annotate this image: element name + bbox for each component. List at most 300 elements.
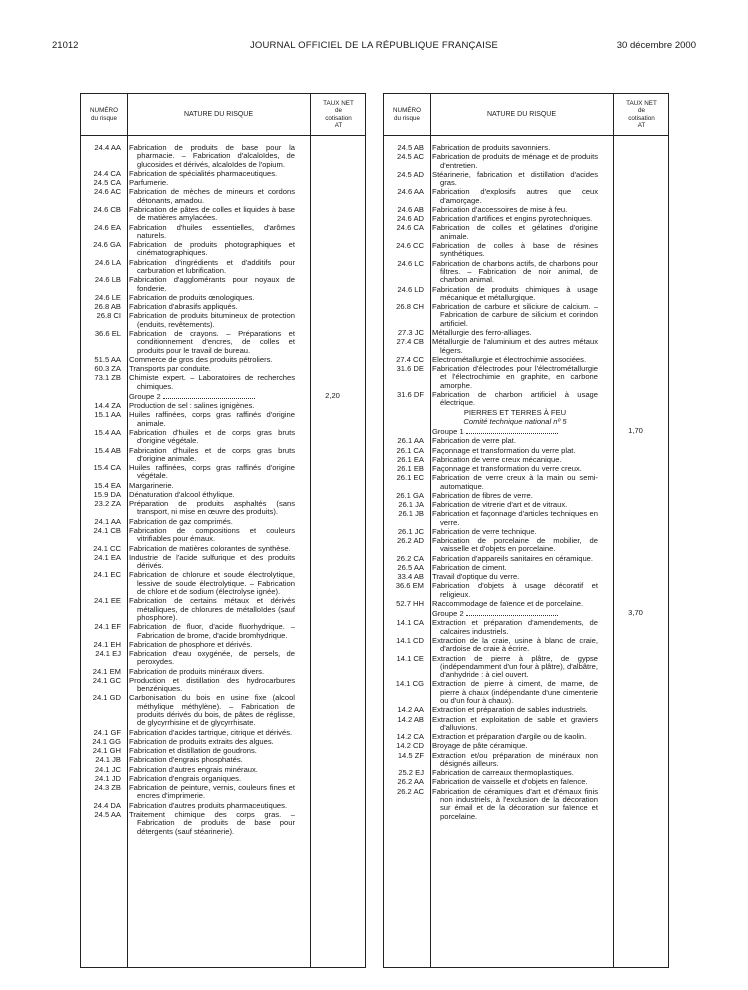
- risk-description: Extraction et préparation d'amendements, de calcaires industriels.: [432, 618, 598, 636]
- risk-code: 14.2 CD: [396, 741, 424, 751]
- table-row: [384, 338, 668, 355]
- risk-code: 24.1 GH: [92, 746, 121, 756]
- risk-description: Fabrication de fibres de verre.: [432, 490, 533, 500]
- risk-description: Fabrication d'engrais phosphatés.: [129, 755, 243, 765]
- risk-description: Fabrication d'engrais organiques.: [129, 773, 242, 783]
- page-number: 21012: [52, 40, 79, 51]
- risk-description: Extraction et/ou préparation de minéraux non désignés ailleurs.: [432, 750, 598, 769]
- risk-description: Fabrication de vitrerie d'art et de vitraux.: [432, 500, 568, 510]
- table-row: [384, 501, 668, 509]
- group-label: Groupe 2: [432, 609, 464, 619]
- rate-value: [603, 510, 668, 527]
- table-row: [81, 766, 365, 774]
- table-row: [384, 391, 668, 408]
- group-label: Groupe 2: [129, 391, 161, 401]
- risk-code: 26.2 AC: [396, 786, 424, 796]
- risk-code: 24.1 EA: [93, 552, 121, 562]
- rate-value: [603, 769, 668, 777]
- risk-description: Fabrication de mèches de mineurs et cordons détonants, amadou.: [129, 187, 295, 205]
- risk-code: 24.6 CB: [93, 204, 121, 214]
- rate-value: [300, 330, 365, 355]
- risk-code: 24.1 AA: [94, 516, 121, 526]
- rate-value: [300, 365, 365, 373]
- rate-value: [603, 418, 668, 426]
- risk-code: 26.1 JC: [397, 526, 424, 536]
- risk-code: [384, 427, 427, 436]
- table-row: [384, 742, 668, 750]
- rate-value: [603, 733, 668, 741]
- risk-description: Fabrication et façonnage d'articles techniques en verre.: [432, 509, 598, 527]
- table-row: [384, 600, 668, 608]
- risk-description: Fabrication de crayons. – Préparations et conditionnement d'encres, de colles et produits pour le travail de bureau.: [129, 328, 295, 355]
- table-row: [81, 241, 365, 258]
- risk-code: 24.1 EC: [93, 570, 121, 580]
- risk-code: 26.2 AD: [396, 536, 424, 546]
- risk-description: [124, 392, 300, 401]
- risk-description: Fabrication de peinture, vernis, couleurs fines et encres d'imprimerie.: [129, 783, 295, 801]
- table-row: [81, 623, 365, 640]
- risk-code: 26.1 GA: [396, 490, 424, 500]
- table-row: [384, 224, 668, 241]
- risk-code: 24.1 GG: [92, 736, 121, 746]
- rate-value: [603, 742, 668, 750]
- risk-description: Extraction et exploitation de sable et graviers d'alluvions.: [432, 714, 598, 732]
- risk-description: Fabrication d'appareils sanitaires en céramique.: [432, 553, 594, 563]
- risk-description: Fabrication de produits bitumineux de protection (enduits, revêtements).: [129, 311, 295, 329]
- risk-code: 52.7 HH: [396, 598, 424, 608]
- risk-description: Fabrication de compositions et couleurs vitrifiables pour émaux.: [129, 525, 295, 544]
- risk-code: 26.1 EC: [396, 473, 424, 483]
- rate-value: [300, 179, 365, 187]
- rate-value: [300, 303, 365, 311]
- risk-description: Fabrication de ciment.: [432, 562, 507, 572]
- risk-description: Fabrication d'accessoires de mise à feu.: [432, 204, 568, 214]
- risk-code: 26.1 AA: [397, 436, 424, 446]
- rate-value: [300, 738, 365, 746]
- risk-code: 14.4 ZA: [94, 401, 121, 411]
- rate-value: [300, 464, 365, 481]
- table-row: [81, 429, 365, 446]
- risk-code: 31.6 DE: [396, 364, 424, 374]
- table-row: [81, 447, 365, 464]
- risk-description: Fabrication d'électrodes pour l'électrométallurgie et l'électrochimie en graphite, en carbone amorphe.: [432, 364, 598, 390]
- table-row: [384, 769, 668, 777]
- table-row: [81, 402, 365, 410]
- table-row: [384, 752, 668, 769]
- risk-code: 24.5 AC: [396, 152, 424, 162]
- risk-description: Fabrication de spécialités pharmaceutiques.: [129, 168, 278, 178]
- risk-description: Fabrication d'huiles essentielles, d'arômes naturels.: [129, 222, 295, 240]
- risk-code: 15.4 EA: [93, 480, 121, 490]
- risk-code: 26.2 AA: [397, 777, 424, 787]
- risk-description: Fabrication de carreaux thermoplastiques.: [432, 768, 574, 778]
- risk-description: Parfumerie.: [129, 178, 169, 188]
- risk-table-right: [383, 93, 669, 968]
- risk-description: Façonnage et transformation du verre plat.: [432, 445, 576, 455]
- risk-code: 24.1 CC: [93, 543, 121, 553]
- risk-description: Fabrication d'abrasifs appliqués.: [129, 302, 238, 312]
- section-heading: [384, 409, 668, 417]
- rate-value: [300, 491, 365, 499]
- risk-description: Raccommodage de faïence et de porcelaine.: [432, 598, 584, 608]
- risk-description: Extraction de pierre à plâtre, de gypse (indépendamment d'un four à plâtre), d'albâtre, d'anhydride : à ciel ouvert.: [432, 653, 598, 680]
- table-row: [384, 706, 668, 714]
- rate-value: [603, 329, 668, 337]
- table-row: [81, 206, 365, 223]
- rate-value: [300, 597, 365, 622]
- risk-code: 33.4 AB: [397, 572, 424, 582]
- table-row: [384, 437, 668, 445]
- risk-code: 24.1 JD: [94, 773, 121, 783]
- rate-value: [603, 365, 668, 390]
- rate-value: [300, 554, 365, 571]
- risk-code: 24.6 AC: [93, 187, 121, 197]
- risk-code: 15.4 AB: [94, 445, 121, 455]
- table-row: [384, 188, 668, 205]
- risk-description: Fabrication de produits chimiques à usage mécanique et métallurgique.: [432, 284, 598, 302]
- column-header-nature: NATURE DU RISQUE: [486, 110, 557, 118]
- table-row: [384, 365, 668, 390]
- risk-code: 14.1 CE: [396, 653, 424, 663]
- table-row: [81, 188, 365, 205]
- risk-description: Fabrication de charbon artificiel à usage électrique.: [432, 389, 598, 408]
- table-row: [81, 356, 365, 364]
- risk-description: Façonnage et transformation du verre creux.: [432, 463, 582, 473]
- risk-description: Fabrication et distillation de goudrons.: [129, 746, 257, 756]
- rate-value: [603, 224, 668, 241]
- table-row: [384, 564, 668, 572]
- risk-table-left: [80, 93, 366, 968]
- group-row: [384, 427, 668, 436]
- table-row: [384, 356, 668, 364]
- table-row: [384, 329, 668, 337]
- risk-description: Commerce de gros des produits pétroliers.: [129, 354, 273, 364]
- risk-description: Préparation de produits asphaltés (sans transport, ni mise en œuvre des produits).: [129, 499, 295, 517]
- risk-code: 24.1 EM: [92, 666, 121, 676]
- risk-code: 26.8 CH: [396, 302, 424, 312]
- rate-value: [300, 447, 365, 464]
- page-header: [0, 40, 748, 54]
- table-row: [81, 747, 365, 755]
- table-row: [384, 582, 668, 599]
- risk-code: 15.1 AA: [94, 410, 121, 420]
- rate-value: [300, 623, 365, 640]
- risk-code: 26.1 EB: [396, 463, 424, 473]
- risk-code: 24.6 CC: [396, 241, 424, 251]
- risk-code: 27.4 CB: [396, 337, 424, 347]
- risk-description: Fabrication de carbure et siliciure de calcium. – Fabrication de carbure de silicium et corindon artificiel.: [432, 302, 598, 328]
- risk-code: [81, 392, 124, 401]
- rate-value: [603, 303, 668, 328]
- risk-code: 24.1 JB: [95, 755, 121, 765]
- risk-description: Fabrication de produits œnologiques.: [129, 292, 255, 302]
- risk-code: 24.4 CA: [93, 168, 121, 178]
- rate-value: [300, 527, 365, 544]
- risk-code: 26.8 AB: [94, 302, 121, 312]
- risk-description: Fabrication d'ingrédients et d'additifs pour carburation et lubrification.: [129, 257, 295, 276]
- table-row: [384, 733, 668, 741]
- risk-code: 24.5 AA: [94, 809, 121, 819]
- risk-description: Fabrication d'agglomérants pour noyaux de fonderie.: [129, 275, 295, 293]
- risk-description: Travail d'optique du verre.: [432, 572, 520, 582]
- table-row: [384, 171, 668, 188]
- risk-description: Production de sel : salines ignigènes.: [129, 401, 255, 411]
- rate-value: [603, 171, 668, 188]
- table-row: [384, 716, 668, 733]
- rate-value: [603, 528, 668, 536]
- risk-code: 36.6 EM: [395, 581, 424, 591]
- risk-description: Fabrication de produits savonniers.: [432, 143, 551, 152]
- rate-value: [300, 241, 365, 258]
- risk-code: 24.6 EA: [93, 222, 121, 232]
- risk-description: Fabrication de vaisselle et d'objets en faïence.: [432, 777, 588, 787]
- table-row: [81, 729, 365, 737]
- rate-value: [603, 564, 668, 572]
- risk-code: [384, 609, 427, 618]
- table-row: [384, 680, 668, 705]
- rate-value: [300, 224, 365, 241]
- table-row: [384, 456, 668, 464]
- risk-code: 27.4 CC: [396, 354, 424, 364]
- risk-code: 15.4 CA: [93, 463, 121, 473]
- risk-code: 24.1 EF: [94, 622, 121, 632]
- rate-value: [603, 752, 668, 769]
- risk-description: Stéarinerie, fabrication et distillation d'acides gras.: [432, 169, 598, 188]
- rate-value: [300, 650, 365, 667]
- column-header-nature: NATURE DU RISQUE: [183, 110, 254, 118]
- rate-value: [300, 694, 365, 727]
- risk-code: 24.6 AA: [397, 187, 424, 197]
- rate-value: [603, 582, 668, 599]
- table-row: [81, 518, 365, 526]
- risk-code: 24.1 GF: [93, 727, 121, 737]
- risk-description: Fabrication de charbons actifs, de charbons pour filtres. – Fabrication de noir animal, de charbon animal.: [432, 258, 598, 285]
- journal-title: JOURNAL OFFICIEL DE LA RÉPUBLIQUE FRANÇAISE: [249, 40, 499, 51]
- risk-code: 51.5 AA: [94, 354, 121, 364]
- risk-code: [384, 418, 427, 426]
- risk-description: Fabrication de verre creux mécanique.: [432, 454, 562, 464]
- table-row: [81, 374, 365, 391]
- rate-value: [300, 641, 365, 649]
- rate-value: [603, 501, 668, 509]
- risk-code: 26.2 CA: [396, 553, 424, 563]
- rate-value: [603, 188, 668, 205]
- table-row: [384, 153, 668, 170]
- table-row: [81, 224, 365, 241]
- risk-code: 24.1 EE: [93, 596, 121, 606]
- risk-code: 24.6 AD: [396, 214, 424, 224]
- rate-value: [300, 518, 365, 526]
- table-row: [81, 294, 365, 302]
- rate-value: [603, 447, 668, 455]
- table-row: [384, 537, 668, 554]
- risk-description: Fabrication de porcelaine de mobilier, de vaisselle et d'objets en porcelaine.: [432, 536, 598, 554]
- risk-code: 24.5 AD: [396, 169, 424, 179]
- table-row: [81, 464, 365, 481]
- risk-code: 27.3 JC: [397, 328, 424, 338]
- section-subheading: [384, 418, 668, 426]
- rate-value: [603, 706, 668, 714]
- rate-value: [603, 356, 668, 364]
- table-row: [81, 276, 365, 293]
- table-row: [81, 411, 365, 428]
- risk-code: 36.6 EL: [94, 328, 121, 338]
- table-row: [384, 510, 668, 527]
- header-divider: [384, 135, 668, 136]
- risk-description: Extraction de la craie, usine à blanc de craie, d'ardoise de craie à écrire.: [432, 635, 598, 654]
- rate-value: [603, 573, 668, 581]
- risk-description: Métallurgie des ferro-alliages.: [432, 328, 532, 338]
- risk-description: Extraction de pierre à ciment, de marne, de pierre à chaux (indépendante d'une cimenterie ou d'un four à chaux).: [432, 679, 598, 706]
- risk-code: 24.6 CA: [396, 223, 424, 233]
- risk-description: Huiles raffinées, corps gras raffinés d'origine animale.: [129, 410, 295, 428]
- risk-code: 14.2 AA: [397, 705, 424, 715]
- dot-leader: [466, 427, 558, 434]
- risk-description: Fabrication d'autres engrais minéraux.: [129, 764, 258, 774]
- table-row: [384, 242, 668, 259]
- risk-code: 14.2 CA: [396, 732, 424, 742]
- table-row: [384, 260, 668, 285]
- table-row: [384, 144, 668, 152]
- rate-value: [603, 716, 668, 733]
- risk-description: Fabrication d'autres produits pharmaceutiques.: [129, 800, 288, 810]
- risk-code: 24.6 LC: [397, 258, 424, 268]
- risk-description: Extraction et préparation d'argile ou de kaolin.: [432, 732, 587, 742]
- table-row: [384, 286, 668, 303]
- column-header-code: NUMÉRO du risque: [90, 107, 118, 122]
- group-row: [81, 392, 365, 401]
- risk-description: Transports par conduite.: [129, 364, 212, 374]
- risk-description: Broyage de pâte céramique.: [432, 741, 528, 751]
- rate-value: [300, 259, 365, 276]
- risk-description: Fabrication de certains métaux et dérivés métalliques, de chlorures de métalloïdes (sauf phosphore).: [129, 596, 295, 622]
- risk-description: Fabrication de verre creux à la main ou semi-automatique.: [432, 473, 598, 491]
- rate-value: [300, 170, 365, 178]
- table-row: [384, 778, 668, 786]
- risk-code: 60.3 ZA: [94, 364, 121, 374]
- rate-value: [300, 294, 365, 302]
- risk-code: 24.3 ZB: [94, 783, 121, 793]
- table-row: [81, 738, 365, 746]
- rate-value: [300, 312, 365, 329]
- risk-description: Fabrication de produits extraits des algues.: [129, 736, 274, 746]
- risk-description: Fabrication de fluor, d'acide fluorhydrique. – Fabrication de brome, d'acide bromhydrique.: [129, 622, 295, 640]
- publication-date: 30 décembre 2000: [616, 40, 696, 51]
- risk-description: Fabrication de produits photographiques et cinématographiques.: [129, 240, 295, 258]
- table-row: [81, 775, 365, 783]
- rate-value: [603, 456, 668, 464]
- risk-code: 24.5 AB: [397, 143, 424, 152]
- risk-description: [427, 609, 603, 618]
- table-body-left: [81, 144, 365, 837]
- risk-description: Fabrication d'explosifs autres que ceux d'amorçage.: [432, 187, 598, 205]
- rate-value: [300, 747, 365, 755]
- risk-code: 26.1 JA: [398, 500, 424, 510]
- rate-value: [300, 571, 365, 596]
- rate-value: [603, 437, 668, 445]
- table-row: [384, 447, 668, 455]
- risk-code: 26.1 CA: [396, 445, 424, 455]
- rate-value: [603, 206, 668, 214]
- group-label: Groupe 1: [432, 427, 464, 437]
- table-row: [384, 788, 668, 821]
- table-row: [81, 545, 365, 553]
- table-row: [384, 528, 668, 536]
- risk-code: [384, 409, 427, 417]
- table-row: [81, 500, 365, 517]
- table-row: [81, 482, 365, 490]
- risk-description: Fabrication de produits minéraux divers.: [129, 666, 265, 676]
- rate-value: [300, 729, 365, 737]
- risk-description: Fabrication de produits de ménage et de produits d'entretien.: [432, 152, 598, 170]
- rate-value: [300, 402, 365, 410]
- rate-value: [603, 680, 668, 705]
- table-body-right: [384, 144, 668, 822]
- risk-description: Fabrication de pâtes de colles et liquides à base de matières amylacées.: [129, 204, 295, 223]
- risk-code: 26.1 JB: [398, 509, 424, 519]
- rate-value: [300, 545, 365, 553]
- rate-value: [603, 655, 668, 680]
- risk-code: 26.8 CI: [96, 311, 121, 321]
- rate-value: [300, 775, 365, 783]
- rate-value: [603, 338, 668, 355]
- risk-description: Dénaturation d'alcool éthylique.: [129, 489, 235, 499]
- rate-value: [603, 215, 668, 223]
- rate-value: [603, 637, 668, 654]
- table-row: [384, 655, 668, 680]
- table-row: [81, 179, 365, 187]
- rate-value: [300, 188, 365, 205]
- table-row: [81, 650, 365, 667]
- risk-code: 24.5 CA: [93, 178, 121, 188]
- risk-description: Production et distillation des hydrocarbures benzéniques.: [129, 675, 295, 694]
- table-row: [384, 619, 668, 636]
- risk-description: Métallurgie de l'aluminium et des autres métaux légers.: [432, 337, 598, 355]
- rate-value: [300, 276, 365, 293]
- rate-value: [603, 474, 668, 491]
- risk-code: 73.1 ZB: [94, 373, 121, 383]
- table-row: [81, 802, 365, 810]
- risk-description: Margarinerie.: [129, 480, 174, 490]
- risk-code: 14.2 AB: [397, 714, 424, 724]
- table-row: [81, 303, 365, 311]
- rate-value: [300, 374, 365, 391]
- rate-value: [300, 206, 365, 223]
- table-row: [81, 694, 365, 727]
- risk-code: 24.1 JC: [94, 764, 121, 774]
- rate-value: [603, 465, 668, 473]
- risk-code: 31.6 DF: [396, 389, 424, 399]
- risk-code: 26.1 EA: [396, 454, 424, 464]
- risk-code: 24.6 LD: [397, 284, 424, 294]
- table-row: [81, 312, 365, 329]
- table-row: [384, 206, 668, 214]
- risk-description: Fabrication de produits de base pour la pharmacie. – Fabrication d'alcaloïdes, de glucosides et dérivés, alcaloïdes de l'opium.: [129, 143, 295, 169]
- rate-value: 3,70: [628, 608, 643, 618]
- rate-value: [300, 411, 365, 428]
- risk-description: Electrométallurgie et électrochimie associées.: [432, 354, 587, 364]
- table-row: [81, 571, 365, 596]
- risk-code: 24.6 LB: [94, 275, 121, 285]
- risk-code: 24.6 LE: [94, 292, 121, 302]
- risk-description: Fabrication de verre plat.: [432, 436, 516, 446]
- rate-value: [300, 668, 365, 676]
- table-row: [81, 811, 365, 836]
- rate-value: [300, 677, 365, 694]
- risk-code: 14.1 CD: [396, 635, 424, 645]
- rate-value: [603, 391, 668, 408]
- table-row: [81, 554, 365, 571]
